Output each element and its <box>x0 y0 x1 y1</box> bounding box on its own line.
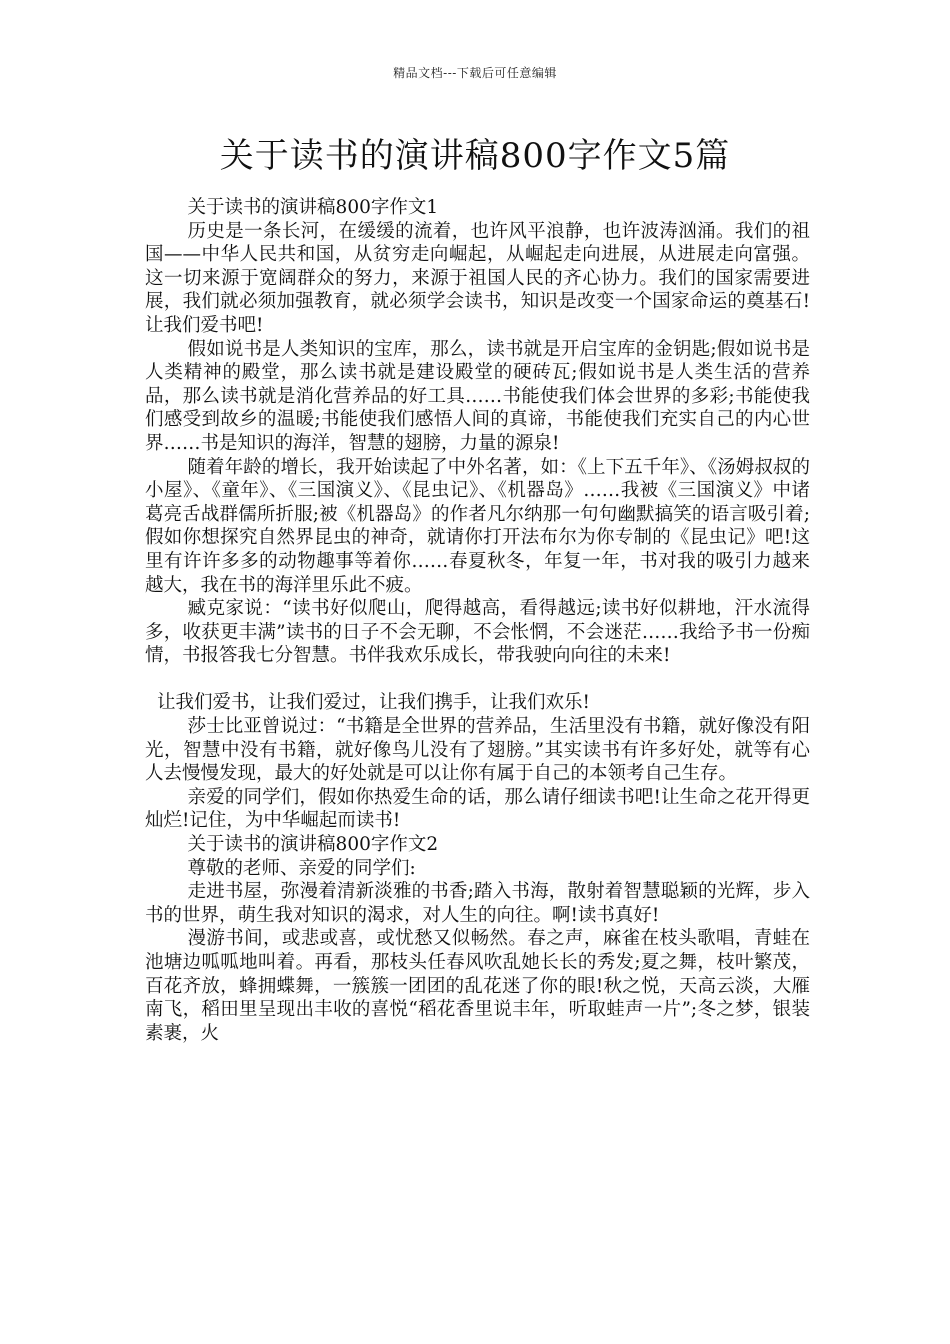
paragraph: 漫游书间，或悲或喜，或忧愁又似畅然。春之声，麻雀在枝头歌唱，青蛙在池塘边呱呱地叫着。再看，那枝头任春风吹乱她长长的秀发;夏之舞，枝叶繁茂，百花齐放，蜂拥蝶舞，一簇簇一团团的乱花迷了你的眼!秋之悦，天高云淡，大雁南飞，稻田里呈现出丰收的喜悦“稻花香里说丰年，听取蛙声一片”;冬之梦，银装素裹，火 <box>145 928 810 1044</box>
section-heading-2: 关于读书的演讲稿800字作文2 <box>187 834 439 856</box>
paragraph: 走进书屋，弥漫着清新淡雅的书香;踏入书海，散射着智慧聪颖的光辉，步入书的世界，萌生我对知识的渴求，对人生的向往。啊!读书真好! <box>145 881 810 926</box>
section-heading-1: 关于读书的演讲稿800字作文1 <box>187 197 439 218</box>
paragraph: 随着年龄的增长，我开始读起了中外名著，如：《上下五千年》、《汤姆叔叔的小屋》、《童年》、《三国演义》、《昆虫记》、《机器岛》……我被《三国演义》中诸葛亮舌战群儒所折服;被《机器岛》的作者凡尔纳那一句句幽默搞笑的语言吸引着;假如你想探究自然界昆虫的神奇，就请你打开法布尔为你专制的《昆虫记》吧!这里有许许多多的动物趣事等着你……春夏秋冬，年复一年，书对我的吸引力越来越大，我在书的海洋里乐此不疲。 <box>145 456 811 596</box>
paragraph: 历史是一条长河，在缓缓的流着，也许风平浪静，也许波涛汹涌。我们的祖国——中华人民共和国，从贫穷走向崛起，从崛起走向进展，从进展走向富强。这一切来源于宽阔群众的努力，来源于祖国人民的齐心协力。我们的国家需要进展，我们就必须加强教育，就必须学会读书，知识是改变一个国家命运的奠基石!让我们爱书吧! <box>145 220 810 336</box>
document-body <box>145 196 810 1045</box>
paragraph: 让我们爱书，让我们爱过，让我们携手，让我们欢乐! <box>157 692 590 714</box>
blank-line <box>145 668 810 692</box>
paragraph: 假如说书是人类知识的宝库，那么，读书就是开启宝库的金钥匙;假如说书是人类精神的殿堂，那么读书就是建设殿堂的硬砖瓦;假如说书是人类生活的营养品，那么读书就是消化营养品的好工具……书能使我们体会世界的多彩;书能使我们感受到故乡的温暖;书能使我们感悟人间的真谛，书能使我们充实自己的内心世界……书是知识的海洋，智慧的翅膀，力量的源泉! <box>145 338 810 454</box>
paragraph: 莎士比亚曾说过：“书籍是全世界的营养品，生活里没有书籍，就好像没有阳光，智慧中没有书籍，就好像鸟儿没有了翅膀。”其实读书有许多好处，就等有心人去慢慢发现，最大的好处就是可以让你有属于自己的本领考自己生存。 <box>145 716 810 785</box>
paragraph: 臧克家说：“读书好似爬山，爬得越高，看得越远;读书好似耕地，汗水流得多，收获更丰满”读书的日子不会无聊，不会怅惘，不会迷茫……我给予书一份痴情，书报答我七分智慧。书伴我欢乐成长，带我驶向向往的未来! <box>145 598 810 667</box>
document-title: 关于读书的演讲稿800字作文5篇 <box>219 136 731 176</box>
paragraph: 亲爱的同学们，假如你热爱生命的话，那么请仔细读书吧!让生命之花开得更灿烂!记住，为中华崛起而读书! <box>145 786 810 832</box>
header-note: 精品文档---下载后可任意编辑 <box>393 66 557 80</box>
salutation: 尊敬的老师、亲爱的同学们: <box>187 857 416 879</box>
